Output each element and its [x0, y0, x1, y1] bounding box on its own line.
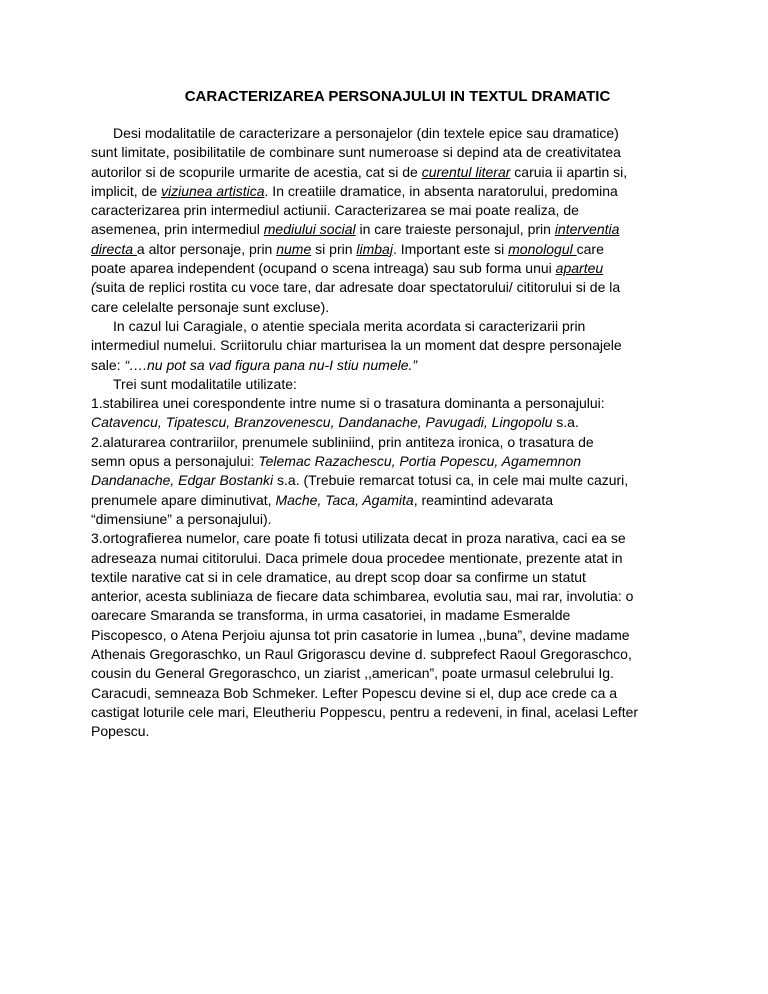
name-list: Telemac Razachescu, Portia Popescu, Agamemnon [258, 453, 582, 470]
paragraph: Trei sunt modalitatile utilizate: 1.stabilirea unei corespondente intre nume si o trasatura dominanta a personajului: Catavencu, Tipatescu, Branzovenescu, Dandanache, Pavugadi, Lingopolu s.a. 2.alaturarea contrariilor, prenumele subliniind, prin antiteza ironica, o trasatura de semn opus a personajului: Telemac Razachescu, Portia Popescu, Agamemnon Dandanache, Edgar Bostanki s.a. (Trebuie remarcat totusi ca, in cele mai multe cazuri, prenumele apare diminutivat, Mache, Taca, Agamita, reamintind adevarata “dimensiune” a personajului). 3.ortografierea numelor, care poate fi totusi utilizata decat in proza narativa, caci ea se adreseaza numai cititorului. Daca primele doua procedee mentionate, prezente atat in textile narative cat si in cele dramatice, au drept scop doar sa confirme un statut anterior, acesta subliniaza de fiecare data schimbarea, evolutia sau, mai rar, involutia: o oarecare Smaranda se transforma, in urma casatoriei, in madame Esmeralde Piscopesco, o Atena Perjoiu ajunsa tot prin casatorie in lumea ,,buna”, devine madame Athenais Gregoraschko, un Raul Grigorascu devine d. subprefect Raoul Gregoraschco, cousin du General Gregoraschco, un ziarist ,,american”, poate urmasul celebrului Ig. Caracudi, semneaza Bob Schmeker. Lefter Popescu devine si el, dup ace crede ca a castigat loturile cele mari, Eleutheriu Poppescu, pentru a redeveni, in final, acelasi Lefter Popescu. [91, 375, 639, 740]
paragraph: In cazul lui Caragiale, o atentie speciala merita acordata si caracterizarii prin intermediul numelui. Scriitorulu chiar marturisea la un moment dat despre personajele sale: “….nu pot sa vad figura pana nu-I stiu numele.” [91, 317, 622, 373]
underlined-term: mediului social [263, 221, 356, 238]
name-list: Mache, Taca, Agamita [275, 491, 414, 508]
underlined-term: limbaj [356, 240, 393, 257]
quote: “….nu pot sa vad figura pana nu-I stiu numele.” [124, 356, 418, 373]
underlined-term: interventia [554, 221, 620, 238]
underlined-term: monologul [508, 240, 577, 257]
underlined-term: nume [276, 240, 312, 257]
name-list: Catavencu, Tipatescu, Branzovenescu, Dandanache, Pavugadi, Lingopolu [91, 414, 553, 431]
underlined-term: viziunea artistica [161, 182, 265, 199]
document-body [91, 124, 682, 742]
paragraph: Desi modalitatile de caracterizare a personajelor (din textele epice sau dramatice) sunt limitate, posibilitatile de combinare sunt numeroase si depind ata de creativitatea autorilor si de scopurile urmarite de acestia, cat si de curentul literar caruia ii apartin si, implicit, de viziunea artistica. In creatiile dramatice, in absenta naratorului, predomina caracterizarea prin intermediul actiunii. Caracterizarea se mai poate realiza, de asemenea, prin intermediul mediului social in care traieste personajul, prin interventia directa a altor personaje, prin nume si prin limbaj. Important este si monologul care poate aparea independent (ocupand o scena intreaga) sau sub forma unui aparteu (suita de replici rostita cu voce tare, dar adresate doar spectatorului/ cititorului si de la care celelalte personaje sunt excluse). [91, 125, 628, 315]
page-title: CARACTERIZAREA PERSONAJULUI IN TEXTUL DRAMATIC [184, 88, 611, 105]
name-list: Dandanache, Edgar Bostanki [91, 472, 274, 489]
underlined-term: ( [91, 279, 96, 296]
underlined-term: curentul literar [421, 163, 511, 180]
underlined-term: aparteu [555, 260, 604, 277]
underlined-term: directa [91, 240, 137, 257]
